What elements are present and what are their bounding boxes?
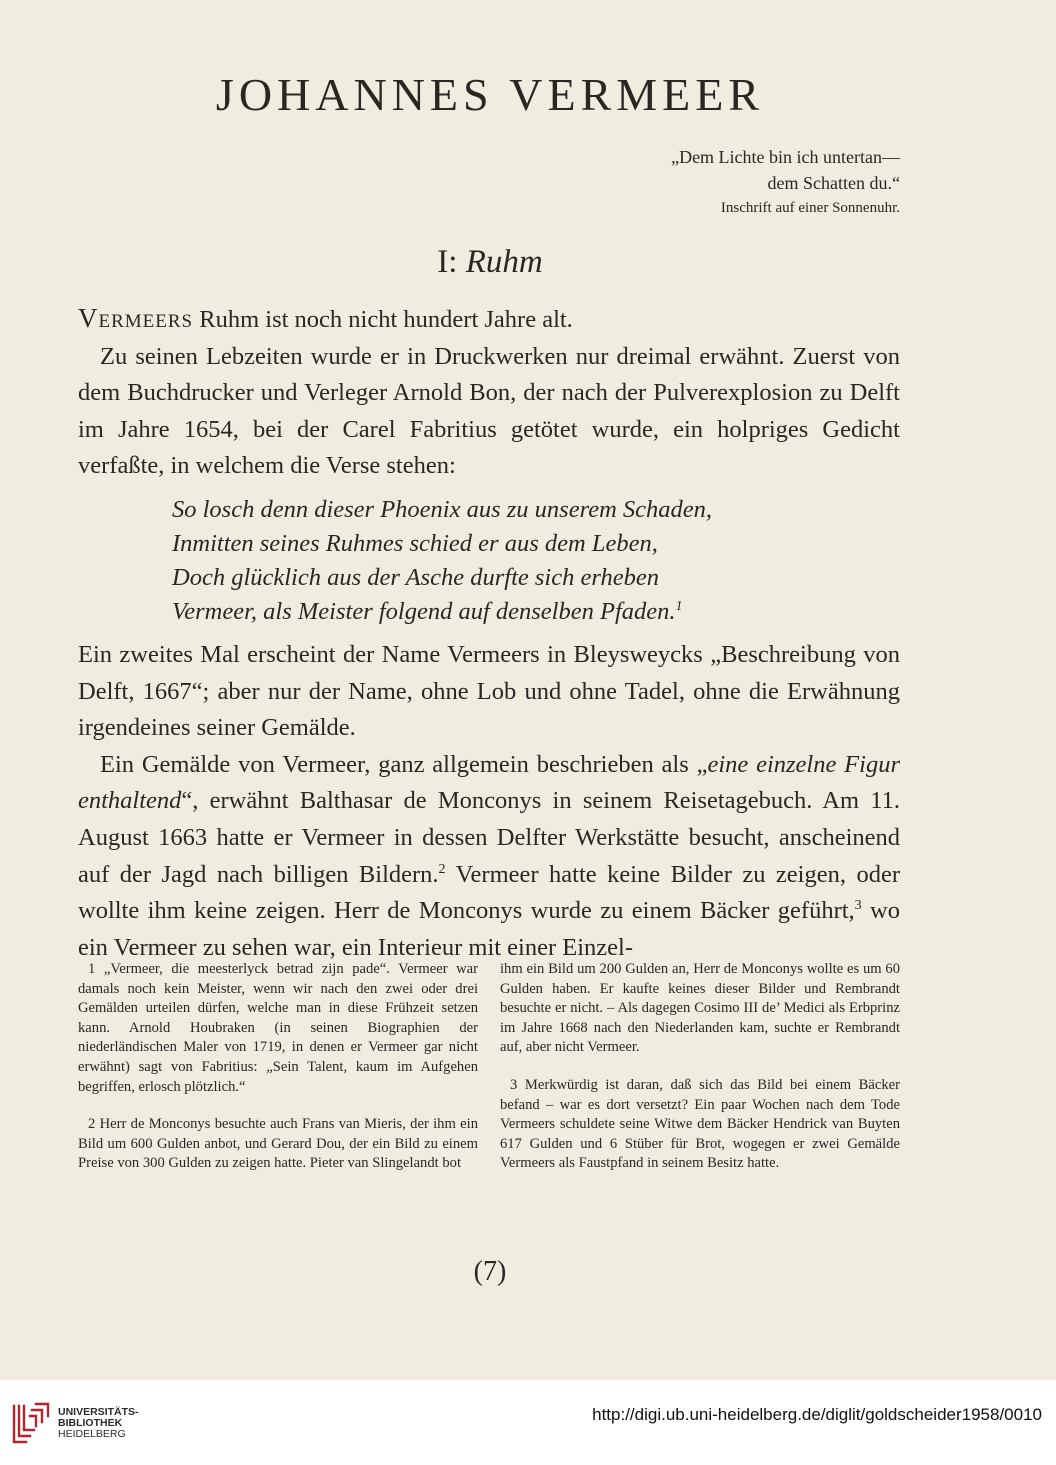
epigraph xyxy=(560,144,900,218)
epigraph-line-2: dem Schatten du.“ xyxy=(767,173,900,193)
footnotes-column-right xyxy=(500,960,900,1174)
footnotes xyxy=(78,960,900,1174)
library-name-line-2: BIBLIOTHEK xyxy=(58,1417,123,1429)
quoted-phrase: eine einzelne Figur enthaltend xyxy=(78,750,900,815)
footnotes-column-left xyxy=(78,960,478,1174)
paragraph-4-text-b: “, erwähnt Balthasar de Monconys in seinem Reisetagebuch. Am 11. August 1663 hatte er Vermeer in dessen Delfter Werkstätte besucht, anscheinend auf der Jagd nach billigen Bildern. xyxy=(78,787,900,888)
page-number: (7) xyxy=(473,1256,507,1287)
library-name-line-3: HEIDELBERG xyxy=(58,1428,126,1440)
verse-line-text: Vermeer, als Meister folgend auf denselben Pfaden. xyxy=(172,597,676,625)
source-url-link[interactable]: http://digi.ub.uni-heidelberg.de/diglit/goldscheider1958/0010 xyxy=(592,1405,1042,1424)
paragraph-1-text: Ruhm ist noch nicht hundert Jahre alt. xyxy=(193,306,573,333)
verse-line: Doch glücklich aus der Asche durfte sich erheben xyxy=(172,563,659,591)
footnote-3: 3 Merkwürdig ist daran, daß sich das Bild bei einem Bäcker befand – war es dort versetzt? Ein paar Wochen nach dem Tode Vermeers schuldete seine Witwe dem Bäcker Hendrick van Buyten 617 Gulden und 6 Stüber für Brot, wogegen er zwei Gemälde Vermeers als Faustpfand in seinem Besitz hatte. xyxy=(500,1076,900,1172)
footnote-ref-2: 2 xyxy=(438,861,446,877)
library-logo-icon xyxy=(10,1400,52,1446)
verse-line xyxy=(172,595,900,629)
page-title: JOHANNES VERMEER xyxy=(215,69,765,120)
paragraph-1 xyxy=(78,300,900,339)
lead-word: Vermeers xyxy=(78,303,194,333)
paragraph-4-text-d: wo ein Vermeer zu sehen war, ein Interieur mit einer Einzel- xyxy=(78,897,900,961)
paragraph-4 xyxy=(78,747,900,967)
footnote-2: 2 Herr de Monconys besuchte auch Frans van Mieris, der ihm ein Bild um 600 Gulden anbot, und Gerard Dou, der ein Bild zu einem Preise von 300 Gulden zu zeigen hatte. Pieter van Slingelandt bot xyxy=(78,1116,478,1172)
epigraph-line-1: „Dem Lichte bin ich untertan— xyxy=(671,147,900,167)
footnote-ref-1: 1 xyxy=(675,598,683,614)
epigraph-attribution: Inschrift auf einer Sonnenuhr. xyxy=(720,200,900,216)
library-name-line-1: UNIVERSITÄTS- xyxy=(58,1406,139,1418)
verse-block xyxy=(172,493,900,629)
footnote-2-continued: ihm ein Bild um 200 Gulden an, Herr de Monconys wollte es um 60 Gulden haben. Er kaufte keines dieser Bilder und Rembrandt besuchte er nicht. – Als dagegen Cosimo III de’ Medici als Erbprinz im Jahre 1668 nach den Niederlanden kam, suchte er Rembrandt auf, aber nicht Vermeer. xyxy=(500,961,900,1056)
library-footer xyxy=(0,1380,1056,1465)
footnote-ref-3: 3 xyxy=(854,897,862,913)
paragraph-2: Zu seinen Lebzeiten wurde er in Druckwerken nur dreimal erwähnt. Zuerst von dem Buchdrucker und Verleger Arnold Bon, der nach der Pulverexplosion zu Delft im Jahre 1654, bei der Carel Fabritius getötet wurde, ein holpriges Gedicht verfaßte, in welchem die Verse stehen: xyxy=(78,342,900,480)
verse-line: So losch denn dieser Phoenix aus zu unserem Schaden, xyxy=(172,495,713,523)
verse-line: Inmitten seines Ruhmes schied er aus dem Leben, xyxy=(172,529,658,557)
section-title: Ruhm xyxy=(465,244,543,280)
section-number: I: xyxy=(437,244,458,280)
section-heading xyxy=(0,244,980,281)
footnote-1: 1 „Vermeer, die meesterlyck betrad zijn pade“. Vermeer war damals noch kein Meister, wenn wir nach den zwei oder drei Gemälden urteilen dürfen, welche man in diese Frühzeit setzen kann. Arnold Houbraken (in seinen Biographien der niederländischen Maler von 1719, in denen er Vermeer gar nicht erwähnt) sagt von Fabritius: „Sein Talent, kaum im Aufgehen begriffen, erlosch plötzlich.“ xyxy=(78,961,478,1095)
paragraph-3: Ein zweites Mal erscheint der Name Vermeers in Bleysweycks „Beschreibung von Delft, 1667“; aber nur der Name, ohne Lob und ohne Tadel, ohne die Erwähnung irgendeines seiner Gemälde. xyxy=(78,640,900,742)
paragraph-4-text-a: Ein Gemälde von Vermeer, ganz allgemein beschrieben als „ xyxy=(100,750,708,778)
main-text xyxy=(78,300,900,966)
paragraph-4-text-c: Vermeer hatte keine Bilder zu zeigen, oder wollte ihm keine zeigen. Herr de Monconys wurde zu einem Bäcker geführt, xyxy=(78,860,900,925)
library-name xyxy=(58,1407,139,1440)
